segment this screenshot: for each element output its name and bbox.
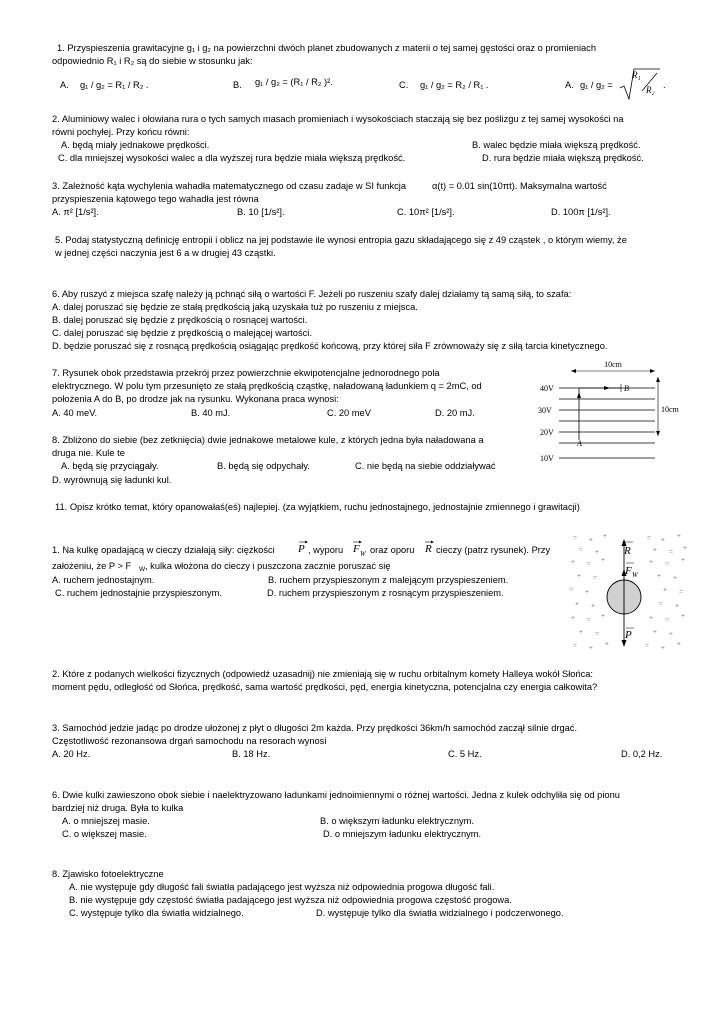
- q3-option-d: D. 100π [1/s²].: [551, 207, 611, 217]
- top-dimension-arrow-right: [650, 369, 655, 373]
- fluid-particle: +: [571, 558, 575, 566]
- fluid-particle: =: [573, 534, 577, 542]
- q2-option-c: C. dla mniejszej wysokości walec a dla wyższej rura będzie miała większą prędkość.: [58, 153, 406, 163]
- q6-text-line1: 6. Aby ruszyć z miejsca szafę należy ją pchnąć siłą o wartości F. Jeżeli po ruszeniu szafy dalej działamy tą samą siłą, to szafa:: [52, 289, 572, 299]
- q6-option-c: C. dalej poruszać się będzie z prędkością o malejącej wartości.: [52, 328, 312, 338]
- q3-option-c: C. 10π² [1/s²].: [397, 207, 455, 217]
- fluid-particle: +: [681, 612, 685, 620]
- q2-text-line1: 2. Aluminiowy walec i ołowiana rura o tych samych masach promieniach i wysokościach staczają się bez poślizgu z tej samej wysokości na: [52, 114, 624, 124]
- q2-option-d: D. rura będzie miała większą prędkość.: [482, 153, 644, 163]
- q3-option-a: A. π² [1/s²].: [52, 207, 99, 217]
- q3b-text-line2: Częstotliwość rezonansowa drgań samochodu na resorach wynosi: [52, 736, 327, 746]
- q1-option-d-label: A.: [565, 80, 574, 90]
- fluid-particle: =: [659, 600, 663, 608]
- q1-option-d-r1: R₁: [632, 70, 641, 80]
- q1b-option-b: B. ruchem przyspieszonym z malejącym przyspieszeniem.: [268, 575, 509, 585]
- q6-option-a: A. dalej poruszać się będzie ze stałą prędkością jaką uzyskała tuż po ruszeniu z miejsca.: [52, 302, 418, 312]
- q6-option-b: B. dalej poruszać się będzie z prędkością o rosnącej wartości.: [52, 315, 308, 325]
- fluid-particle: +: [589, 644, 593, 652]
- fluid-particle: +: [585, 588, 589, 596]
- weight-arrowhead: [622, 640, 627, 647]
- q8b-text-line1: 8. Zjawisko fotoelektryczne: [52, 869, 164, 879]
- q1b-text-line2-sub: W: [139, 566, 146, 573]
- q3b-text-line1: 3. Samochód jedzie jadąc po drodze ułożonej z płyt o długości 2m każda. Przy prędkości 36km/h samochód zaczął silnie drgać.: [52, 723, 578, 733]
- side-dimension-arrow-top: [656, 377, 660, 382]
- q1b-text-line1c: oraz oporu: [370, 545, 415, 555]
- q1b-text-line1b: , wyporu: [308, 545, 344, 555]
- q7-option-d: D. 20 mJ.: [435, 408, 475, 418]
- q1-option-d-r2: R₂: [646, 85, 655, 95]
- fluid-particle: =: [587, 560, 591, 568]
- ball-in-fluid-figure: [565, 532, 695, 662]
- q1b-sym-fw-sub: W: [360, 550, 366, 558]
- q1-option-b-label: B.: [233, 80, 242, 90]
- q3-text-line1a: 3. Zależność kąta wychylenia wahadła matematycznego od czasu zadaje w SI funkcja: [52, 181, 406, 191]
- fluid-particle: +: [661, 644, 665, 652]
- fluid-particle: =: [665, 560, 669, 568]
- label-r: R: [624, 545, 631, 557]
- q6b-option-d: D. o mniejszym ładunku elektrycznym.: [323, 829, 482, 839]
- q1-option-a-label: A.: [60, 80, 69, 90]
- q1-option-d: g₁ / g₂ =: [580, 80, 613, 90]
- q8b-option-b: B. nie występuje gdy częstość światła padającego jest wyższa niż odpowiednia progowa częstość progowa.: [69, 895, 512, 905]
- fluid-particle: +: [571, 614, 575, 622]
- fluid-particle: +: [589, 536, 593, 544]
- q6b-text-line2: bardziej niż druga. Była to kulka: [52, 803, 184, 813]
- label-30v: 30V: [538, 406, 552, 415]
- fluid-particle: +: [677, 640, 681, 648]
- fluid-particle: =: [645, 642, 649, 650]
- side-dimension-label: 10cm: [661, 405, 679, 414]
- q1-option-b: g₁ / g₂ = (R₁ / R₂ )².: [255, 77, 333, 87]
- q1b-sym-r: R: [425, 543, 432, 555]
- q5-text-line1: 5. Podaj statystyczną definicję entropii i oblicz na jej podstawie ile wynosi entropia gazu składającego się z 49 cząstek , o którym wiemy, że: [55, 235, 627, 245]
- q8-option-d: D. wyrównują się ładunki kul.: [52, 475, 172, 485]
- q1-option-d-end: .: [663, 80, 666, 90]
- fluid-particle: +: [649, 614, 653, 622]
- label-40v: 40V: [540, 384, 554, 393]
- q7-option-c: C. 20 meV: [327, 408, 371, 418]
- q3-text-line1b: α(t) = 0.01 sin(10πt). Maksymalna wartość: [432, 181, 607, 191]
- label-10v: 10V: [540, 454, 554, 463]
- fluid-particle: +: [669, 630, 673, 638]
- q7-text-line3: położenia A do B, po drodze jak na rysunku. Wykonana praca wynosi:: [52, 394, 339, 404]
- fluid-particle: +: [579, 628, 583, 636]
- fluid-particle: +: [649, 558, 653, 566]
- q1-text-line1: 1. Przyspieszenia grawitacyjne g₁ i g₂ na powierzchni dwóch planet zbudowanych z materii o tej samej gęstości oraz o promieniach: [57, 43, 597, 53]
- q1b-sym-p: P: [298, 543, 305, 555]
- top-dimension-label: 10cm: [604, 360, 622, 369]
- q1-option-a: g₁ / g₂ = R₁ / R₂ .: [80, 80, 149, 90]
- point-a-label: A: [577, 439, 582, 448]
- q6b-option-b: B. o większym ładunku elektrycznym.: [320, 816, 474, 826]
- q1-text-line2: odpowiednio R₁ i R₂ są do siebie w stosunku jak:: [52, 56, 253, 66]
- fluid-particle: +: [591, 602, 595, 610]
- fluid-particle: =: [647, 534, 651, 542]
- fluid-particle: +: [657, 572, 661, 580]
- q8-text-line1: 8. Zbliżono do siebie (bez zetknięcia) dwie jednakowe metalowe kule, z których jedna była naładowana a: [52, 435, 484, 445]
- q6b-text-line1: 6. Dwie kulki zawieszono obok siebie i naelektryzowano ładunkami jednoimiennymi o różnej wartości. Jedna z kulek odchyliła się od pionu: [52, 790, 620, 800]
- top-dimension-arrow-left: [571, 369, 576, 373]
- q7-text-line2: elektrycznego. W polu tym przesunięto ze stałą prędkością cząstkę, naładowaną ładunkiem q = 2mC, od: [52, 381, 482, 391]
- fluid-particle: +: [577, 572, 581, 580]
- q8-option-c: C. nie będą na siebie oddziaływać: [355, 461, 496, 471]
- q8b-option-a: A. nie występuje gdy długość fali światła padającego jest wyższa niż odpowiednia progowa długość fali.: [69, 882, 495, 892]
- fluid-particle: +: [601, 556, 605, 564]
- q1b-option-c: C. ruchem jednostajnie przyspieszonym.: [55, 588, 222, 598]
- q2-option-a: A. będą miały jednakowe prędkości.: [61, 140, 210, 150]
- fluid-particle: +: [677, 532, 681, 540]
- q1-option-c-label: C.: [399, 80, 409, 90]
- q7-text-line1: 7. Rysunek obok przedstawia przekrój przez powierzchnie ekwipotencjalne jednorodnego pola: [52, 368, 440, 378]
- fluid-particle: +: [653, 628, 657, 636]
- label-20v: 20V: [540, 428, 554, 437]
- q6-option-d: D. będzie poruszać się z rosnącą prędkością osiągając prędkość końcową, przy której siła F zrównoważy się z siłą tarcia kinetycznego.: [52, 341, 608, 351]
- fluid-particle: =: [679, 588, 683, 596]
- q2b-text-line1: 2. Które z podanych wielkości fizycznych (odpowiedź uzasadnij) nie zmieniają się w ruchu orbitalnym komety Halleya wokół Słońca:: [52, 669, 594, 679]
- q1b-text-line2-end: , kulka włożona do cieczy i puszczona zacznie poruszać się: [145, 561, 391, 571]
- fluid-particle: =: [665, 616, 669, 624]
- q6b-option-a: A. o mniejszej masie.: [62, 816, 150, 826]
- point-b-label: B: [624, 384, 629, 393]
- fluid-particle: =: [569, 586, 573, 594]
- fluid-particle: =: [587, 616, 591, 624]
- q6b-option-c: C. o większej masie.: [62, 829, 147, 839]
- q5-text-line2: w jednej części naczynia jest 6 a w drugiej 43 cząstki.: [55, 248, 276, 258]
- q2-text-line2: równi pochyłej. Przy końcu równi:: [52, 127, 190, 137]
- label-fw-sub: W: [632, 571, 638, 579]
- fluid-particle: +: [661, 536, 665, 544]
- fluid-particle: =: [573, 642, 577, 650]
- fluid-particle: +: [595, 548, 599, 556]
- q3-option-b: B. 10 [1/s²].: [237, 207, 285, 217]
- fluid-particle: +: [683, 544, 687, 552]
- q8-option-b: B. będą się odpychały.: [217, 461, 310, 471]
- q3b-option-b: B. 18 Hz.: [232, 749, 271, 759]
- q8-text-line2: druga nie. Kule te: [52, 448, 125, 458]
- q1b-text-line1a: 1. Na kulkę opadającą w cieczy działają siły: ciężkości: [52, 545, 275, 555]
- fluid-particle: +: [653, 546, 657, 554]
- fluid-particle: +: [601, 612, 605, 620]
- path-arrow-up: [577, 392, 581, 398]
- q3-text-line2: przyspieszenia kątowego tego wahadła jest równa: [52, 194, 259, 204]
- q3b-option-d: D. 0,2 Hz.: [621, 749, 663, 759]
- q11-text-line1: 11. Opisz krótko temat, który opanowałaś(eś) najlepiej. (za wyjątkiem, ruchu jednostajnego, jednostajnie zmiennego i grawitacji): [55, 502, 580, 512]
- fluid-particle: +: [575, 600, 579, 608]
- q7-option-b: B. 40 mJ.: [191, 408, 231, 418]
- fluid-particle: =: [669, 548, 673, 556]
- fluid-particle: =: [595, 630, 599, 638]
- q7-option-a: A. 40 meV.: [52, 408, 98, 418]
- q1b-text-line2: założeniu, że P > F: [52, 561, 132, 571]
- label-p: P: [625, 629, 632, 641]
- fluid-particle: +: [675, 602, 679, 610]
- fluid-particle: +: [673, 574, 677, 582]
- q1b-sym-fw: F: [353, 543, 360, 555]
- equipotential-figure: [530, 355, 710, 475]
- side-dimension-arrow-bottom: [656, 431, 660, 436]
- path-arrow-right: [604, 386, 610, 390]
- q1b-option-d: D. ruchem przyspieszonym z rosnącym przyspieszeniem.: [267, 588, 504, 598]
- q3b-option-a: A. 20 Hz.: [52, 749, 91, 759]
- fluid-particle: +: [603, 532, 607, 540]
- q1-option-c: g₁ / g₂ = R₂ / R₁ .: [420, 80, 489, 90]
- fluid-particle: +: [681, 556, 685, 564]
- fluid-particle: +: [605, 640, 609, 648]
- q2b-text-line2: moment pędu, odległość od Słońca, prędkość, sama wartość prędkości, pęd, energia kinetyczna, potencjalna czy energia całkowita?: [52, 682, 598, 692]
- q1b-text-line1d: cieczy (patrz rysunek). Przy: [436, 545, 551, 555]
- q2-option-b: B. walec będzie miała większą prędkość.: [472, 140, 641, 150]
- fluid-particle: +: [663, 586, 667, 594]
- label-fw: F: [625, 565, 632, 577]
- q8b-option-c: C. występuje tylko dla światła widzialnego.: [69, 908, 244, 918]
- q8-option-a: A. będą się przyciągały.: [61, 461, 159, 471]
- q3b-option-c: C. 5 Hz.: [448, 749, 482, 759]
- fluid-particle: =: [579, 546, 583, 554]
- q1b-option-a: A. ruchem jednostajnym.: [52, 575, 155, 585]
- fluid-particle: =: [593, 574, 597, 582]
- q8b-option-d: D. występuje tylko dla światła widzialnego i podczerwonego.: [316, 908, 564, 918]
- q1b-vector-arrows: [296, 537, 446, 549]
